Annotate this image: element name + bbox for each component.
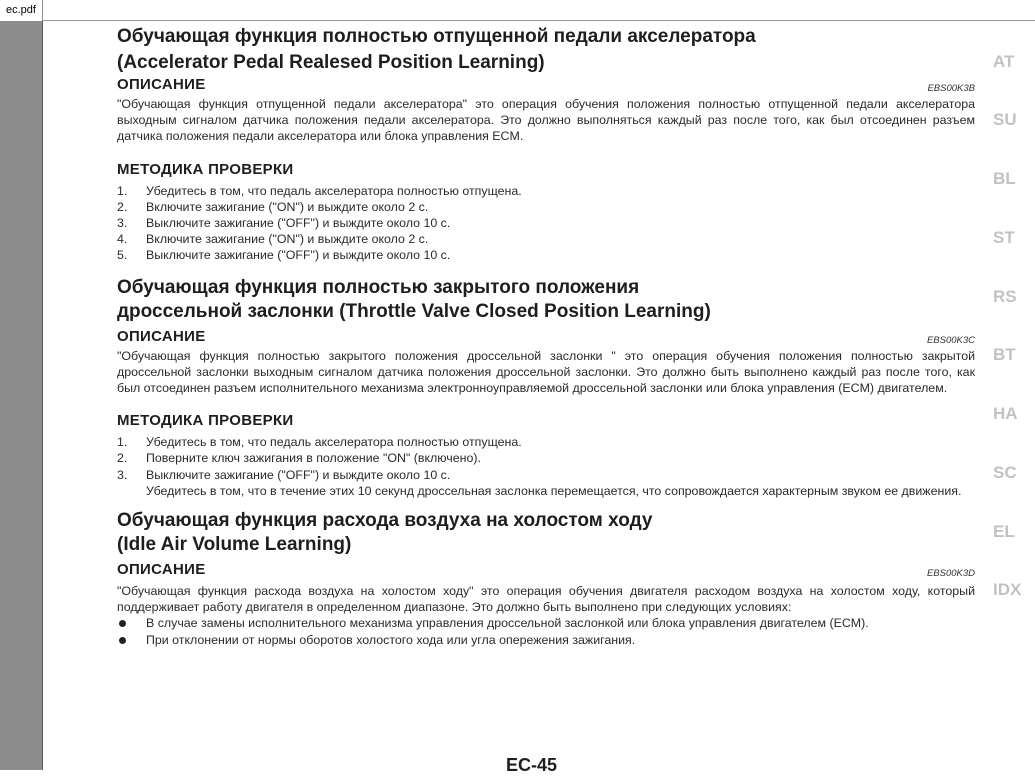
method-heading: МЕТОДИКА ПРОВЕРКИ [117, 412, 294, 430]
description-heading: ОПИСАНИЕ EBS00K3B [117, 76, 975, 94]
bullet-icon [119, 637, 126, 644]
list-item: 2. Включите зажигание ("ON") и выждите около 2 с. [117, 199, 429, 214]
index-tab-bt[interactable]: BT [993, 345, 1016, 364]
list-item: 5. Выключите зажигание ("OFF") и выждите около 10 с. [117, 248, 451, 263]
bullet-icon [119, 620, 126, 627]
index-tab-rs[interactable]: RS [993, 287, 1017, 306]
description-text: "Обучающая функция отпущенной педали акселератора" это операция обучения положения полностью отпущенной педали акселератора выходным сигналом датчика положения педали акселератора. Это должно выполняться каждый раз после того, как был отсоединен разъем датчика положения педали акселератора или блока управления ECM. [117, 97, 975, 144]
page-number: EC-45 [506, 755, 558, 775]
index-tab-ha[interactable]: HA [993, 404, 1018, 423]
description-text: "Обучающая функция расхода воздуха на холостом ходу" это операция обучения двигателя расходом воздуха на холостом ходу, который поддерживает работу двигателя в определенном диапазоне. Это должно быть выполнено при следующих условиях: [117, 584, 975, 615]
index-tab-su[interactable]: SU [993, 110, 1017, 129]
list-item: 1. Убедитесь в том, что педаль акселератора полностью отпущена. [117, 183, 522, 198]
list-item: 2. Поверните ключ зажигания в положение "ON" (включено). [117, 451, 481, 466]
index-tab-at[interactable]: AT [993, 52, 1015, 71]
index-tab-bl[interactable]: BL [993, 169, 1016, 188]
conditions-list [117, 615, 975, 647]
list-item: 1. Убедитесь в том, что педаль акселератора полностью отпущена. [117, 435, 522, 450]
section-title-idle-air: Обучающая функция расхода воздуха на холостом ходу (Idle Air Volume Learning) [117, 510, 653, 556]
method-heading: МЕТОДИКА ПРОВЕРКИ [117, 160, 294, 178]
description-heading: ОПИСАНИЕ EBS00K3C [117, 328, 975, 346]
left-gutter [0, 21, 43, 770]
section-title-accelerator: Обучающая функция полностью отпущенной педали акселератора (Accelerator Pedal Realesed Position Learning) [117, 26, 756, 73]
list-item: 4. Включите зажигание ("ON") и выждите около 2 с. [117, 232, 429, 247]
list-item: 3. Выключите зажигание ("OFF") и выждите около 10 с. [117, 216, 451, 231]
list-item: При отклонении от нормы оборотов холостого хода или угла опережения зажигания. [117, 632, 975, 648]
section-title-throttle: Обучающая функция полностью закрытого положения дроссельной заслонки (Throttle Valve Closed Position Learning) [117, 276, 711, 322]
list-item: В случае замены исполнительного механизма управления дроссельной заслонкой или блока управления двигателем (ECM). [117, 615, 975, 631]
step-note: Убедитесь в том, что в течение этих 10 секунд дроссельная заслонка перемещается, что сопровождается характерным звуком ее движения. [146, 483, 962, 498]
tab-ec-pdf[interactable]: ec.pdf [0, 0, 43, 21]
reference-code: EBS00K3C [926, 334, 975, 346]
steps-list [117, 183, 975, 264]
index-tab-sc[interactable]: SC [993, 463, 1017, 482]
index-tab-idx[interactable]: IDX [993, 580, 1022, 599]
steps-list [117, 434, 975, 499]
reference-code: EBS00K3D [926, 568, 975, 580]
list-item: 3. Выключите зажигание ("OFF") и выждите около 10 с. Убедитесь в том, что в течение этих 10 секунд дроссельная заслонка перемещается, что сопровождается характерным звуком ее движения. [117, 467, 975, 499]
description-heading: ОПИСАНИЕ EBS00K3D [117, 561, 975, 579]
reference-code: EBS00K3B [927, 83, 975, 94]
tab-bar [0, 0, 1035, 21]
page-content [117, 24, 975, 648]
index-tab-el[interactable]: EL [993, 522, 1015, 541]
index-tab-st[interactable]: ST [993, 228, 1015, 247]
description-text: "Обучающая функция полностью закрытого положения дроссельной заслонки " это операция обучения положения полностью закрытой дроссельной заслонки выходным сигналом датчика положения дроссельной заслонки. Это должно быть выполнено каждый раз после того, как был отсоединен разъем исполнительного механизма электронноуправляемой дроссельной заслонки или блока управления (ECM) двигателем. [117, 348, 975, 396]
